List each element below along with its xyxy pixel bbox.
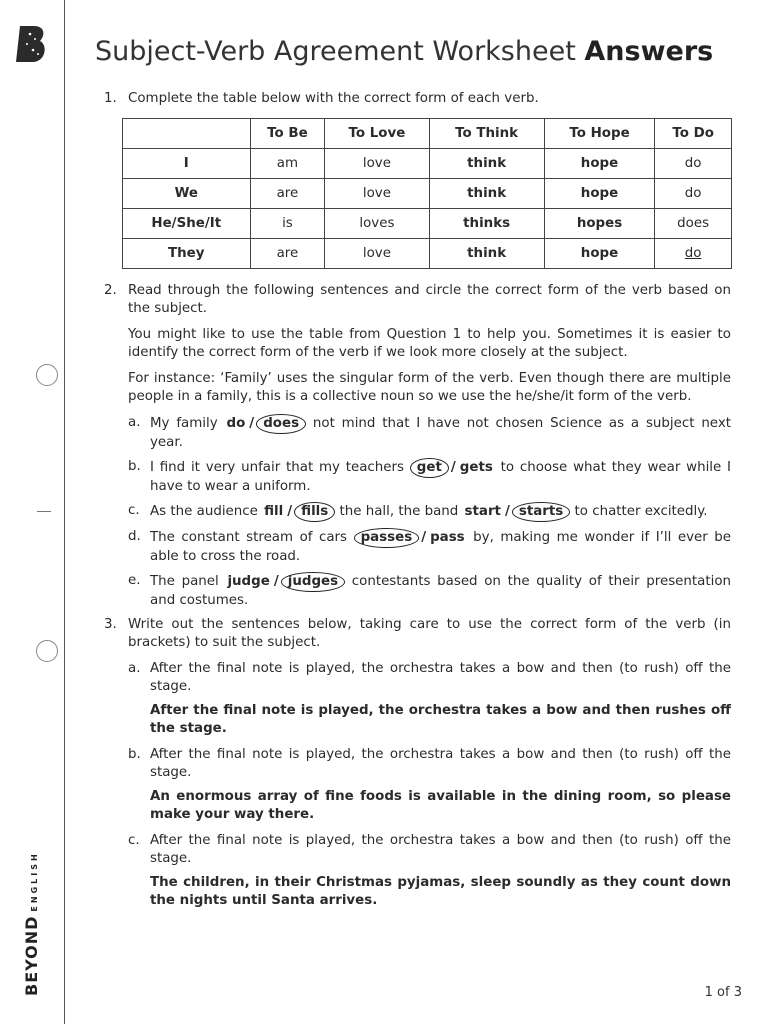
question-1-text: Complete the table below with the correct form of each verb. xyxy=(128,91,539,106)
sentence-item: d. The constant stream of cars passes/pass by, making me wonder if I’ll ever be able to cross the road. xyxy=(128,529,732,564)
verb-option: start xyxy=(464,504,501,519)
rewrite-answer: After the final note is played, the orchestra takes a bow and then rushes off the stage. xyxy=(150,703,731,736)
circled-answer: starts xyxy=(512,502,570,522)
title-main: Subject-Verb Agreement Worksheet xyxy=(95,36,585,67)
verb-option: fill xyxy=(264,504,284,519)
page-margin-line xyxy=(64,0,65,1024)
rewrite-answer: The children, in their Christmas pyjamas, sleep soundly as they count down the nights until Santa arrives. xyxy=(150,875,731,908)
fold-mark xyxy=(37,511,51,512)
table-row: He/She/It is loves thinks hopes does xyxy=(123,209,732,239)
question-3: 3. Write out the sentences below, taking care to use the correct form of the verb (in brackets) to suit the subject. a. After the final note is played, the orchestra takes a bow and then (to rush) off the stage. After the final note is played, the orchestra takes a bow and then rushes off the stage. b. After the final note is played, the orchestra takes a bow and then (to rush) off the stage. An enormous array of fine foods is available in the dining room, so please make your way there. c. After the final note is played, the orchestra takes a bow and then (to rush) off the stage. The children, in their Christmas pyjamas, sleep soundly as they count down the nights until Santa arrives. xyxy=(104,617,731,908)
sentence-item: e. The panel judge/judges contestants based on the quality of their presentation and costumes. xyxy=(128,573,731,608)
question-2-intro: Read through the following sentences and circle the correct form of the verb based on the subject. xyxy=(128,283,731,316)
table-header-row: To Be To Love To Think To Hope To Do xyxy=(123,119,732,149)
verb-table xyxy=(122,118,732,269)
rewrite-answer: An enormous array of fine foods is available in the dining room, so please make your way there. xyxy=(150,789,731,822)
rewrite-item: c. After the final note is played, the orchestra takes a bow and then (to rush) off the stage. The children, in their Christmas pyjamas, sleep soundly as they count down the nights until Santa arrives. xyxy=(128,833,731,908)
verb-option: do xyxy=(226,416,246,431)
binder-hole xyxy=(36,640,58,662)
table-row: We are love think hope do xyxy=(123,179,732,209)
question-3-intro: Write out the sentences below, taking care to use the correct form of the verb (in brackets) to suit the subject. xyxy=(128,617,731,650)
table-row: I am love think hope do xyxy=(123,149,732,179)
circled-answer: does xyxy=(256,414,306,434)
question-1: 1. Complete the table below with the correct form of each verb. To Be To Love To Think To Hope To Do I am love think hope do We are love think hope do He/She/It is loves thinks hopes does They are love think hope do xyxy=(104,90,731,269)
question-2-hint: You might like to use the table from Question 1 to help you. Sometimes it is easier to identify the correct form of the verb if we look more closely at the subject. xyxy=(128,327,731,360)
page-title xyxy=(95,36,713,67)
circled-answer: judges xyxy=(281,572,345,592)
verb-option: judge xyxy=(227,574,270,589)
circled-answer: passes xyxy=(354,528,420,548)
rewrite-prompt: After the final note is played, the orchestra takes a bow and then (to rush) off the stage. xyxy=(150,833,731,866)
title-bold: Answers xyxy=(584,36,714,67)
circled-answer: get xyxy=(410,458,449,478)
worksheet-content xyxy=(104,90,731,918)
sentence-item: c. As the audience fill/fills the hall, the band start/starts to chatter excitedly. xyxy=(128,502,731,522)
verb-option: gets xyxy=(459,460,493,475)
question-2-example: For instance: ‘Family’ uses the singular form of the verb. Even though there are multiple people in a family, this is a collective noun so we use the he/she/it form of the verb. xyxy=(128,371,731,404)
question-2: 2. Read through the following sentences and circle the correct form of the verb based on the subject. You might like to use the table from Question 1 to help you. Sometimes it is easier to identify the correct form of the verb if we look more closely at the subject. For instance: ‘Family’ uses the singular form of the verb. Even though there are multiple people in a family, this is a collective noun so we use the he/she/it form of the verb. a. My family do/does not mind that I have not chosen Science as a subject next year. b. I find it very unfair that my teachers get/gets to choose what they wear while I have to wear a uniform. c. As the audience fill/fills the hall, the band start/starts to chatter excitedly. d. The constant stream of cars passes/pass by, making me wonder if I’ll ever be able to cross the road. e. The panel judge/judges contestants based on the quality of their presentation and costumes. xyxy=(104,283,732,608)
verb-option: pass xyxy=(430,530,465,545)
sentence-item: a. My family do/does not mind that I have not chosen Science as a subject next year. xyxy=(128,415,731,450)
rewrite-item: a. After the final note is played, the orchestra takes a bow and then (to rush) off the stage. After the final note is played, the orchestra takes a bow and then rushes off the stage. xyxy=(128,661,731,736)
circled-answer: fills xyxy=(294,502,335,522)
sentence-item: b. I find it very unfair that my teachers get/gets to choose what they wear while I have to wear a uniform. xyxy=(128,459,732,494)
rewrite-prompt: After the final note is played, the orchestra takes a bow and then (to rush) off the stage. xyxy=(150,747,731,780)
binder-hole xyxy=(36,364,58,386)
rewrite-prompt: After the final note is played, the orchestra takes a bow and then (to rush) off the stage. xyxy=(150,661,731,694)
beyond-logo-icon xyxy=(14,24,50,64)
page-number: 1 of 3 xyxy=(704,985,742,1000)
brand-wordmark: BEYONDENGLISH xyxy=(22,851,41,996)
rewrite-item: b. After the final note is played, the orchestra takes a bow and then (to rush) off the stage. An enormous array of fine foods is available in the dining room, so please make your way there. xyxy=(128,747,731,822)
table-row: They are love think hope do xyxy=(123,239,732,269)
